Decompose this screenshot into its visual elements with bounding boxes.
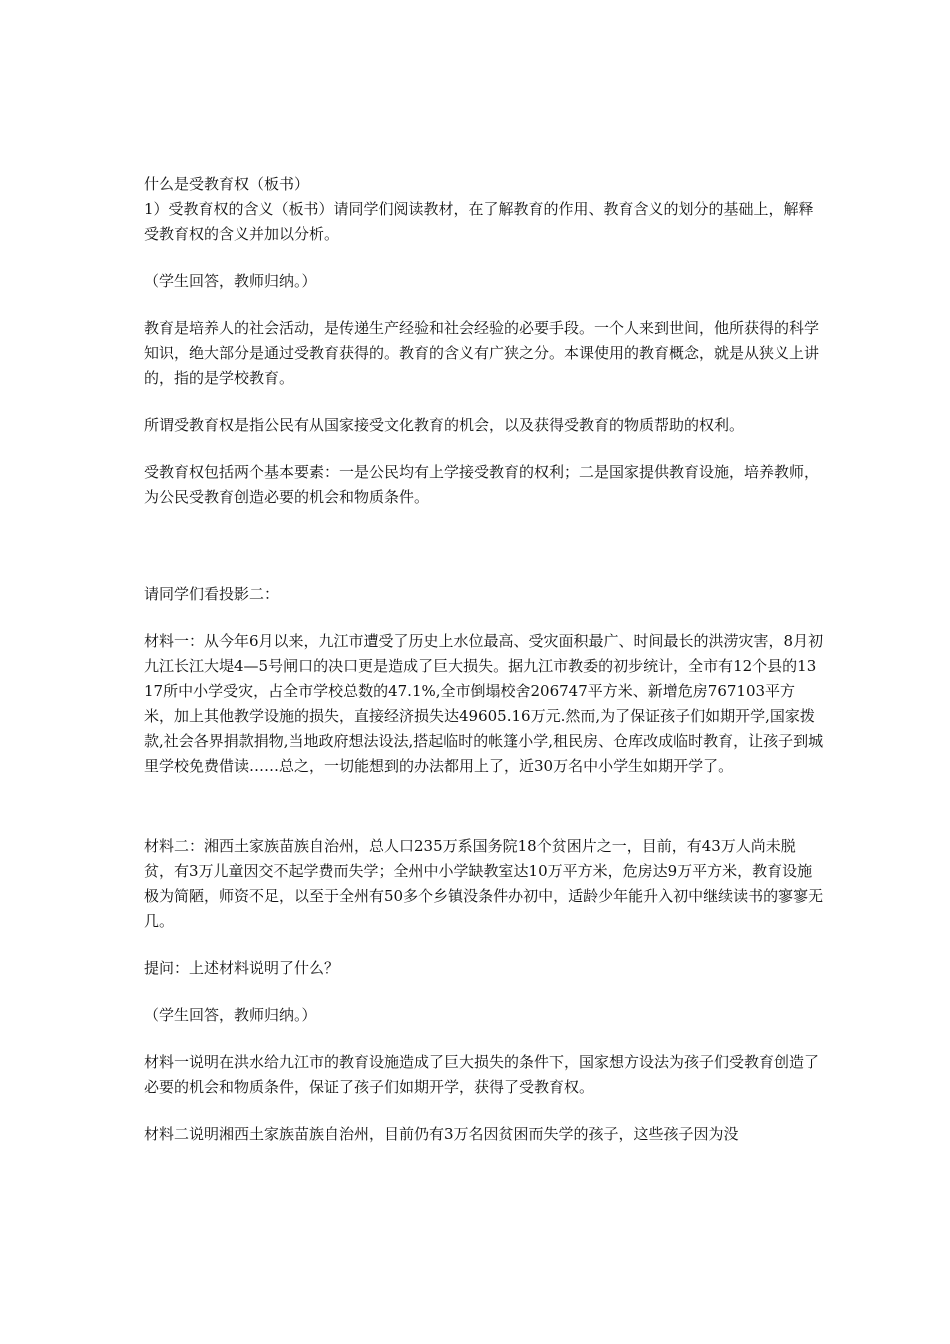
paragraph-student-answer-note: （学生回答，教师归纳。） xyxy=(144,272,317,290)
paragraph-definition-prompt: 1）受教育权的含义（板书）请同学们阅读教材，在了解教育的作用、教育含义的划分的基础上，解释受教育权的含义并加以分析。 xyxy=(144,200,814,243)
paragraph-right-definition: 所谓受教育权是指公民有从国家接受文化教育的机会，以及获得受教育的物质帮助的权利。 xyxy=(144,416,745,434)
paragraph-projection-intro: 请同学们看投影二： xyxy=(144,585,280,603)
paragraph-student-answer-note-2: （学生回答，教师归纳。） xyxy=(144,1006,317,1024)
paragraph-material-one: 材料一：从今年6月以来，九江市遭受了历史上水位最高、受灾面积最广、时间最长的洪涝灾害，8月初九江长江大堤4—5号闸口的决口更是造成了巨大损失。据九江市教委的初步统计，全市有12个县的1317所中小学受灾，占全市学校总数的47.1%,全市倒塌校舍206747平方米、新增危房767103平方米，加上其他教学设施的损失，直接经济损失达49605.16万元.然而,为了保证孩子们如期开学,国家拨款,社会各界捐款捐物,当地政府想法设法,搭起临时的帐篷小学,租民房、仓库改成临时教育，让孩子到城里学校免费借读……总之，一切能想到的办法都用上了，近30万名中小学生如期开学了。 xyxy=(144,632,824,775)
document-body xyxy=(144,172,824,1147)
paragraph-material-two: 材料二：湘西土家族苗族自治州，总人口235万系国务院18个贫困片之一，目前，有43万人尚未脱贫，有3万儿童因交不起学费而失学；全州中小学缺教室达10万平方米，危房达9万平方米，教育设施极为简陋，师资不足，以至于全州有50多个乡镇没条件办初中，适龄少年能升入初中继续读书的寥寥无几。 xyxy=(144,837,824,930)
paragraph-material-one-analysis: 材料一说明在洪水给九江市的教育设施造成了巨大损失的条件下，国家想方设法为孩子们受教育创造了必要的机会和物质条件，保证了孩子们如期开学，获得了受教育权。 xyxy=(144,1053,820,1096)
paragraph-question: 提问：上述材料说明了什么？ xyxy=(144,959,340,977)
section-heading: 什么是受教育权（板书） xyxy=(144,175,310,193)
paragraph-material-two-analysis: 材料二说明湘西土家族苗族自治州，目前仍有3万名因贫困而失学的孩子，这些孩子因为没 xyxy=(144,1125,739,1143)
paragraph-basic-elements: 受教育权包括两个基本要素：一是公民均有上学接受教育的权利；二是国家提供教育设施，培养教师，为公民受教育创造必要的机会和物质条件。 xyxy=(144,463,820,506)
paragraph-education-meaning: 教育是培养人的社会活动，是传递生产经验和社会经验的必要手段。一个人来到世间，他所获得的科学知识，绝大部分是通过受教育获得的。教育的含义有广狭之分。本课使用的教育概念，就是从狭义上讲的，指的是学校教育。 xyxy=(144,319,820,387)
